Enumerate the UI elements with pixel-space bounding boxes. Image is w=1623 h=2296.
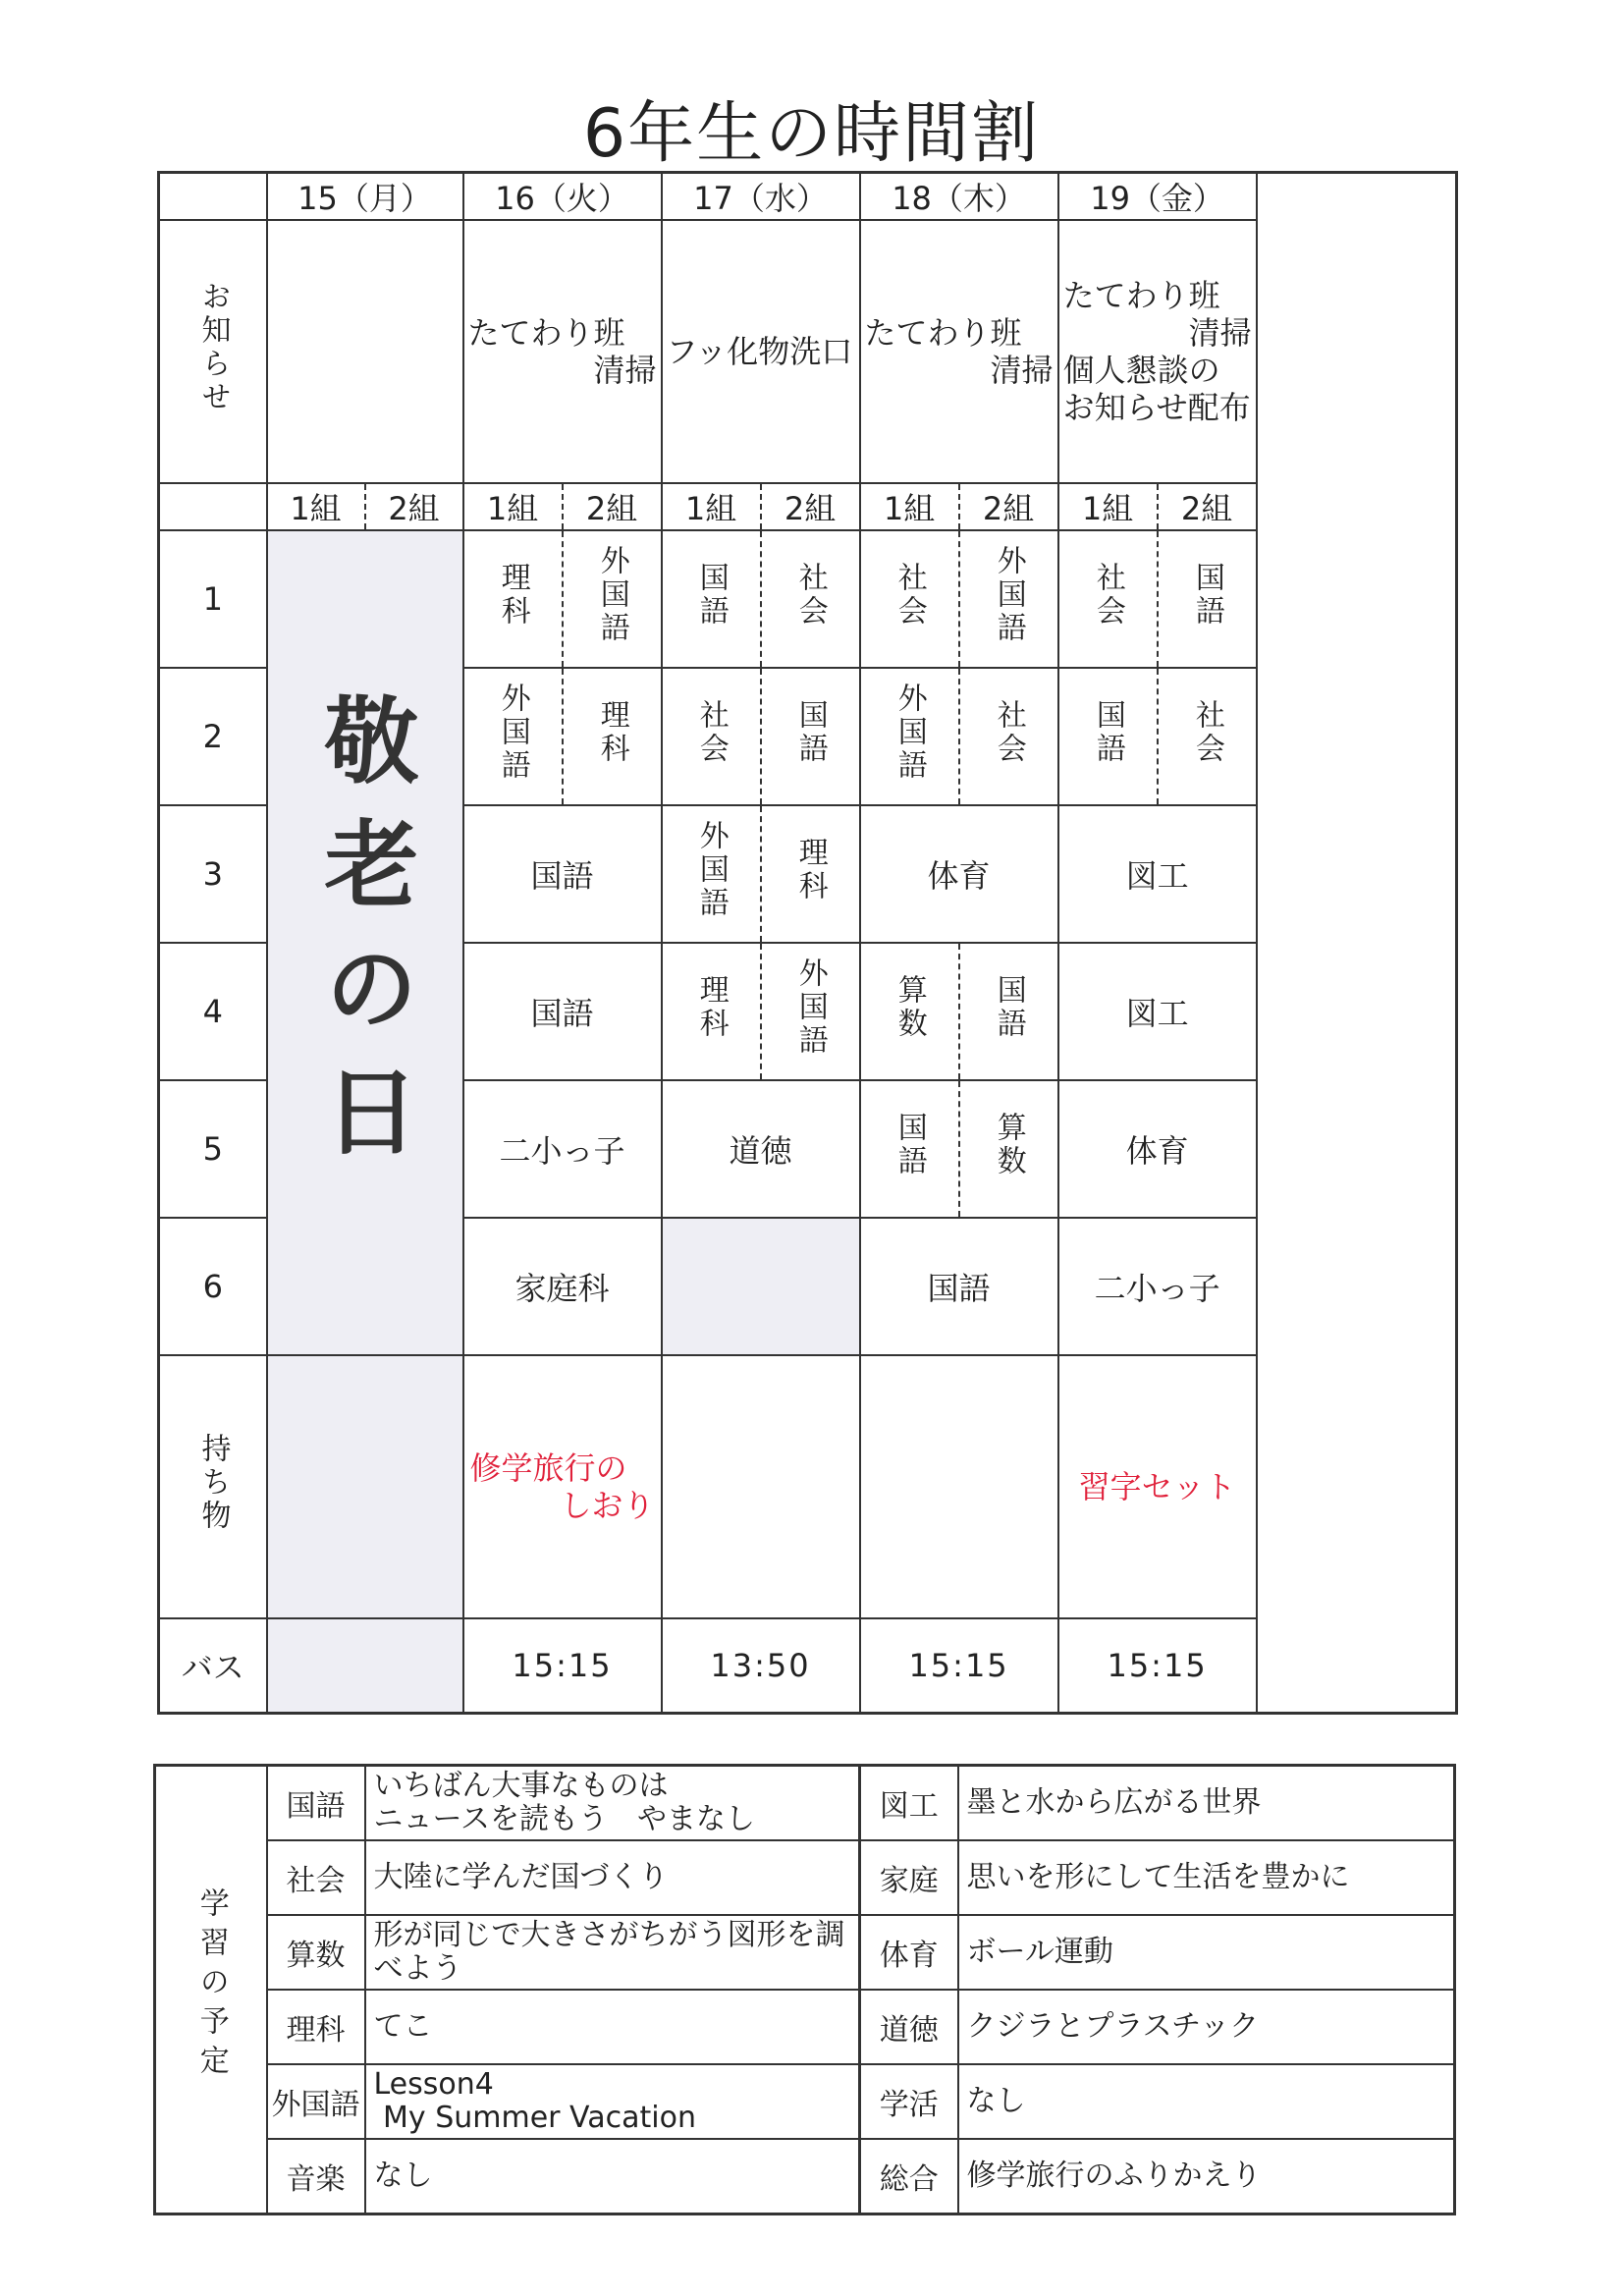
- subject-content: いちばん大事なものは ニュースを読もう やまなし: [365, 1766, 860, 1841]
- cell-tue-1-c2: 外国語: [563, 530, 662, 668]
- subject-content: 大陸に学んだ国づくり: [365, 1840, 860, 1915]
- bus-thu: 15:15: [860, 1618, 1058, 1713]
- items-tue: [463, 1355, 662, 1618]
- notice-thu-line2: 清掃: [990, 352, 1054, 389]
- period-label: 4: [159, 943, 267, 1080]
- cell-fri-4: 図工: [1058, 943, 1257, 1080]
- notice-fri-line2: 清掃: [1188, 314, 1252, 352]
- cell-tue-2-c1: 外国語: [463, 668, 563, 805]
- cell-wed-3-c1: 外国語: [662, 805, 761, 943]
- subject-label: 体育: [860, 1915, 958, 1990]
- notice-fri-line1: たてわり班: [1062, 277, 1220, 314]
- cell-thu-1-c1: 社会: [860, 530, 959, 668]
- subject-content: 思いを形にして生活を豊かに: [958, 1840, 1455, 1915]
- cell-wed-2-c1: 社会: [662, 668, 761, 805]
- cell-thu-1-c2: 外国語: [959, 530, 1058, 668]
- cell-thu-6: 国語: [860, 1218, 1058, 1355]
- subject-label: 音楽: [267, 2139, 365, 2214]
- cell-thu-4-c1: 算数: [860, 943, 959, 1080]
- class-label: 2組: [563, 483, 662, 530]
- subject-content: クジラとプラスチック: [958, 1990, 1455, 2064]
- subject-content: なし: [958, 2064, 1455, 2139]
- bus-wed: 13:50: [662, 1618, 860, 1713]
- cell-tue-2-c2: 理科: [563, 668, 662, 805]
- class-label: 1組: [860, 483, 959, 530]
- items-fri: 習字セット: [1058, 1355, 1257, 1618]
- items-tue-line2: しおり: [560, 1487, 655, 1524]
- row-label-notice: お知らせ: [159, 220, 267, 483]
- bus-fri: 15:15: [1058, 1618, 1257, 1713]
- notice-mon: [267, 220, 463, 483]
- cell-wed-1-c2: 社会: [761, 530, 860, 668]
- page-title: 6年生の時間割: [582, 95, 1041, 173]
- cell-wed-2-c2: 国語: [761, 668, 860, 805]
- day-header-mon: 15（月）: [267, 173, 463, 221]
- cell-tue-4: 国語: [463, 943, 662, 1080]
- cell-fri-2-c2: 社会: [1158, 668, 1257, 805]
- subject-label: 図工: [860, 1766, 958, 1841]
- cell-fri-6: 二小っ子: [1058, 1218, 1257, 1355]
- notice-wed: フッ化物洗口: [662, 220, 860, 483]
- cell-fri-1-c2: 国語: [1158, 530, 1257, 668]
- subject-label: 家庭: [860, 1840, 958, 1915]
- notice-tue-line1: たてわり班: [467, 314, 625, 352]
- cell-thu-2-c1: 外国語: [860, 668, 959, 805]
- notice-fri: [1058, 220, 1257, 483]
- class-corner: [159, 483, 267, 530]
- subject-label: 算数: [267, 1915, 365, 1990]
- subject-label: 外国語: [267, 2064, 365, 2139]
- timetable: [157, 171, 1458, 1715]
- period-label: 6: [159, 1218, 267, 1355]
- day-header-thu: 18（木）: [860, 173, 1058, 221]
- cell-thu-3: 体育: [860, 805, 1058, 943]
- items-tue-line1: 修学旅行の: [469, 1449, 627, 1487]
- notice-thu: [860, 220, 1058, 483]
- subject-content: てこ: [365, 1990, 860, 2064]
- subject-label: 国語: [267, 1766, 365, 1841]
- items-thu: [860, 1355, 1058, 1618]
- class-label: 2組: [1158, 483, 1257, 530]
- cell-fri-1-c1: 社会: [1058, 530, 1158, 668]
- day-header-wed: 17（水）: [662, 173, 860, 221]
- blank-margin: [1257, 173, 1457, 1714]
- notice-tue: [463, 220, 662, 483]
- items-wed: [662, 1355, 860, 1618]
- class-label: 2組: [959, 483, 1058, 530]
- cell-tue-3: 国語: [463, 805, 662, 943]
- cell-wed-4-c2: 外国語: [761, 943, 860, 1080]
- cell-wed-3-c2: 理科: [761, 805, 860, 943]
- study-plan-table: [153, 1764, 1456, 2215]
- notice-fri-line3: 個人懇談の: [1062, 352, 1220, 389]
- class-label: 1組: [662, 483, 761, 530]
- notice-tue-line2: 清掃: [593, 352, 657, 389]
- cell-thu-5-c1: 国語: [860, 1080, 959, 1218]
- cell-thu-5-c2: 算数: [959, 1080, 1058, 1218]
- bus-tue: 15:15: [463, 1618, 662, 1713]
- cell-wed-6: [662, 1218, 860, 1355]
- subject-content: Lesson4 My Summer Vacation: [365, 2064, 860, 2139]
- subject-content: なし: [365, 2139, 860, 2214]
- cell-wed-1-c1: 国語: [662, 530, 761, 668]
- cell-tue-1-c1: 理科: [463, 530, 563, 668]
- corner-cell: [159, 173, 267, 221]
- class-label: 1組: [1058, 483, 1158, 530]
- subject-content: 修学旅行のふりかえり: [958, 2139, 1455, 2214]
- holiday-text: 敬老の日: [309, 691, 419, 1186]
- notice-fri-line4: お知らせ配布: [1062, 389, 1251, 426]
- cell-fri-3: 図工: [1058, 805, 1257, 943]
- cell-thu-4-c2: 国語: [959, 943, 1058, 1080]
- cell-tue-5: 二小っ子: [463, 1080, 662, 1218]
- cell-thu-2-c2: 社会: [959, 668, 1058, 805]
- notice-thu-line1: たてわり班: [864, 314, 1022, 352]
- class-label: 1組: [463, 483, 563, 530]
- cell-fri-2-c1: 国語: [1058, 668, 1158, 805]
- class-label: 2組: [761, 483, 860, 530]
- day-header-tue: 16（火）: [463, 173, 662, 221]
- class-label: 2組: [365, 483, 463, 530]
- items-mon: [267, 1355, 463, 1618]
- class-label: 1組: [267, 483, 365, 530]
- row-label-items: 持ち物: [159, 1355, 267, 1618]
- row-label-bus: バス: [159, 1618, 267, 1713]
- period-label: 1: [159, 530, 267, 668]
- subject-content: 形が同じで大きさがちがう図形を調 べよう: [365, 1915, 860, 1990]
- subject-content: 墨と水から広がる世界: [958, 1766, 1455, 1841]
- subject-label: 総合: [860, 2139, 958, 2214]
- subject-label: 学活: [860, 2064, 958, 2139]
- study-plan-label: 学習の予定: [155, 1766, 267, 2214]
- cell-tue-6: 家庭科: [463, 1218, 662, 1355]
- period-label: 2: [159, 668, 267, 805]
- cell-wed-5: 道徳: [662, 1080, 860, 1218]
- holiday-cell: [267, 530, 463, 1355]
- subject-label: 道徳: [860, 1990, 958, 2064]
- subject-label: 理科: [267, 1990, 365, 2064]
- bus-mon: [267, 1618, 463, 1713]
- cell-wed-4-c1: 理科: [662, 943, 761, 1080]
- subject-content: ボール運動: [958, 1915, 1455, 1990]
- period-label: 5: [159, 1080, 267, 1218]
- cell-fri-5: 体育: [1058, 1080, 1257, 1218]
- day-header-fri: 19（金）: [1058, 173, 1257, 221]
- period-label: 3: [159, 805, 267, 943]
- subject-label: 社会: [267, 1840, 365, 1915]
